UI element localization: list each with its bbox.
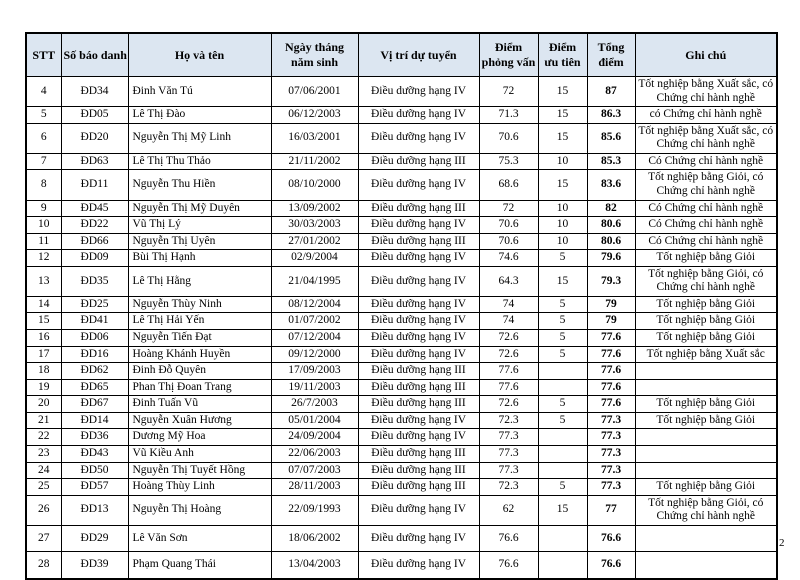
cell-note: Tốt nghiệp bằng Xuất sắc [635,346,777,363]
cell-stt: 5 [26,107,61,124]
cell-name: Nguyễn Thị Mỹ Linh [128,123,271,153]
column-header-interview: Điểm phỏng vấn [479,33,538,77]
cell-priority: 15 [538,266,587,296]
cell-priority: 10 [538,200,587,217]
cell-dob: 24/09/2004 [271,429,358,446]
column-header-priority: Điểm ưu tiên [538,33,587,77]
cell-note [635,379,777,396]
cell-position: Điều dưỡng hạng III [358,233,479,250]
cell-interview: 72.3 [479,479,538,496]
cell-total: 77.6 [587,396,635,413]
cell-stt: 18 [26,363,61,380]
table-row [26,77,777,107]
cell-position: Điều dưỡng hạng IV [358,495,479,525]
cell-stt: 14 [26,296,61,313]
cell-priority: 15 [538,123,587,153]
cell-name: Nguyễn Thị Hoàng [128,495,271,525]
column-header-note: Ghi chú [635,33,777,77]
cell-dob: 28/11/2003 [271,479,358,496]
cell-stt: 16 [26,330,61,347]
cell-note: Có Chứng chỉ hành nghề [635,217,777,234]
cell-sbd: ĐD14 [61,412,128,429]
table-row [26,495,777,525]
cell-name: Lê Thị Đào [128,107,271,124]
cell-priority [538,379,587,396]
cell-sbd: ĐD36 [61,429,128,446]
cell-position: Điều dưỡng hạng III [358,396,479,413]
cell-name: Lê Thị Thu Thảo [128,153,271,170]
cell-total: 79.3 [587,266,635,296]
cell-note: Tốt nghiệp bằng Giỏi [635,479,777,496]
cell-stt: 11 [26,233,61,250]
cell-note [635,552,777,579]
table-row [26,346,777,363]
cell-interview: 74 [479,313,538,330]
cell-stt: 6 [26,123,61,153]
cell-dob: 07/06/2001 [271,77,358,107]
column-header-dob: Ngày tháng năm sinh [271,33,358,77]
cell-name: Phạm Quang Thái [128,552,271,579]
cell-sbd: ĐD22 [61,217,128,234]
cell-dob: 17/09/2003 [271,363,358,380]
cell-sbd: ĐD43 [61,445,128,462]
column-header-sbd: Số báo danh [61,33,128,77]
cell-stt: 10 [26,217,61,234]
cell-priority: 15 [538,170,587,200]
cell-name: Lê Thị Hải Yến [128,313,271,330]
cell-note [635,445,777,462]
cell-priority [538,429,587,446]
table-header [26,33,777,77]
cell-name: Đinh Tuấn Vũ [128,396,271,413]
cell-priority [538,525,587,552]
cell-sbd: ĐD06 [61,330,128,347]
cell-interview: 71.3 [479,107,538,124]
cell-name: Đinh Văn Tú [128,77,271,107]
cell-sbd: ĐD13 [61,495,128,525]
table-row [26,379,777,396]
cell-note: Tốt nghiệp bằng Giỏi [635,250,777,267]
cell-note: có Chứng chỉ hành nghề [635,107,777,124]
cell-note [635,363,777,380]
cell-sbd: ĐD09 [61,250,128,267]
cell-priority: 10 [538,217,587,234]
column-header-name: Họ và tên [128,33,271,77]
cell-position: Điều dưỡng hạng IV [358,429,479,446]
cell-priority: 5 [538,250,587,267]
cell-dob: 02/9/2004 [271,250,358,267]
cell-total: 82 [587,200,635,217]
cell-dob: 27/01/2002 [271,233,358,250]
cell-position: Điều dưỡng hạng III [358,462,479,479]
cell-interview: 77.6 [479,379,538,396]
table-row [26,170,777,200]
cell-priority: 5 [538,412,587,429]
cell-interview: 75.3 [479,153,538,170]
cell-stt: 22 [26,429,61,446]
cell-dob: 22/06/2003 [271,445,358,462]
cell-stt: 19 [26,379,61,396]
cell-sbd: ĐD63 [61,153,128,170]
cell-note: Có Chứng chỉ hành nghề [635,200,777,217]
table-row [26,217,777,234]
cell-note: Tốt nghiệp bằng Giỏi, có Chứng chỉ hành nghề [635,495,777,525]
cell-dob: 22/09/1993 [271,495,358,525]
cell-sbd: ĐD16 [61,346,128,363]
table-row [26,123,777,153]
column-header-position: Vị trí dự tuyển [358,33,479,77]
table-row [26,525,777,552]
cell-position: Điều dưỡng hạng III [358,200,479,217]
cell-interview: 72.6 [479,346,538,363]
cell-total: 76.6 [587,552,635,579]
table-row [26,330,777,347]
cell-stt: 28 [26,552,61,579]
cell-priority: 15 [538,495,587,525]
cell-position: Điều dưỡng hạng IV [358,266,479,296]
cell-sbd: ĐD20 [61,123,128,153]
cell-priority: 5 [538,330,587,347]
table-row [26,250,777,267]
cell-interview: 76.6 [479,525,538,552]
cell-dob: 09/12/2000 [271,346,358,363]
cell-interview: 72.6 [479,396,538,413]
cell-stt: 21 [26,412,61,429]
cell-total: 76.6 [587,525,635,552]
cell-stt: 20 [26,396,61,413]
cell-name: Nguyễn Thị Tuyết Hồng [128,462,271,479]
table-row [26,396,777,413]
cell-total: 80.6 [587,233,635,250]
cell-total: 77.6 [587,379,635,396]
cell-stt: 17 [26,346,61,363]
cell-position: Điều dưỡng hạng III [358,479,479,496]
cell-name: Hoàng Thùy Linh [128,479,271,496]
cell-position: Điều dưỡng hạng IV [358,552,479,579]
cell-name: Nguyễn Tiến Đạt [128,330,271,347]
table-row [26,266,777,296]
cell-name: Dương Mỹ Hoa [128,429,271,446]
cell-stt: 12 [26,250,61,267]
cell-note: Tốt nghiệp bằng Giỏi [635,396,777,413]
cell-sbd: ĐD66 [61,233,128,250]
cell-interview: 72 [479,200,538,217]
cell-interview: 77.3 [479,445,538,462]
cell-dob: 06/12/2003 [271,107,358,124]
table-row [26,363,777,380]
cell-total: 77.3 [587,445,635,462]
table-row [26,445,777,462]
cell-dob: 16/03/2001 [271,123,358,153]
table-row [26,200,777,217]
cell-sbd: ĐD62 [61,363,128,380]
cell-interview: 74 [479,296,538,313]
cell-total: 77 [587,495,635,525]
cell-position: Điều dưỡng hạng IV [358,107,479,124]
cell-interview: 70.6 [479,123,538,153]
cell-name: Đinh Đỗ Quyên [128,363,271,380]
cell-dob: 30/03/2003 [271,217,358,234]
cell-total: 77.3 [587,462,635,479]
cell-total: 77.3 [587,429,635,446]
cell-interview: 72 [479,77,538,107]
cell-note: Tốt nghiệp bằng Xuất sắc, có Chứng chỉ hành nghề [635,123,777,153]
cell-priority [538,462,587,479]
cell-total: 77.6 [587,363,635,380]
cell-stt: 23 [26,445,61,462]
cell-note: Tốt nghiệp bằng Giỏi, có Chứng chỉ hành nghề [635,266,777,296]
cell-sbd: ĐD67 [61,396,128,413]
cell-name: Nguyễn Thùy Ninh [128,296,271,313]
cell-priority: 10 [538,153,587,170]
cell-priority: 10 [538,233,587,250]
cell-name: Vũ Kiều Anh [128,445,271,462]
table-row [26,313,777,330]
cell-name: Nguyễn Thị Mỹ Duyên [128,200,271,217]
cell-position: Điều dưỡng hạng IV [358,170,479,200]
cell-name: Bùi Thị Hạnh [128,250,271,267]
cell-name: Hoàng Khánh Huyền [128,346,271,363]
cell-stt: 13 [26,266,61,296]
cell-stt: 7 [26,153,61,170]
cell-name: Phan Thị Đoan Trang [128,379,271,396]
cell-sbd: ĐD25 [61,296,128,313]
cell-total: 77.3 [587,479,635,496]
cell-sbd: ĐD34 [61,77,128,107]
table-row [26,107,777,124]
cell-note: Có Chứng chỉ hành nghề [635,233,777,250]
cell-stt: 8 [26,170,61,200]
cell-position: Điều dưỡng hạng III [358,445,479,462]
cell-priority [538,552,587,579]
cell-interview: 64.3 [479,266,538,296]
cell-note: Tốt nghiệp bằng Xuất sắc, có Chứng chỉ hành nghề [635,77,777,107]
cell-position: Điều dưỡng hạng III [358,153,479,170]
cell-interview: 72.3 [479,412,538,429]
cell-sbd: ĐD57 [61,479,128,496]
cell-note: Tốt nghiệp bằng Giỏi [635,412,777,429]
cell-position: Điều dưỡng hạng III [358,379,479,396]
cell-sbd: ĐD39 [61,552,128,579]
cell-sbd: ĐD11 [61,170,128,200]
page-number: 2 [779,537,785,549]
cell-total: 77.6 [587,346,635,363]
cell-sbd: ĐD65 [61,379,128,396]
cell-sbd: ĐD29 [61,525,128,552]
cell-total: 85.6 [587,123,635,153]
cell-dob: 08/10/2000 [271,170,358,200]
cell-sbd: ĐD45 [61,200,128,217]
cell-note [635,462,777,479]
cell-priority: 15 [538,107,587,124]
cell-stt: 27 [26,525,61,552]
cell-dob: 07/07/2003 [271,462,358,479]
cell-dob: 07/12/2004 [271,330,358,347]
cell-sbd: ĐD50 [61,462,128,479]
table-body [26,77,777,579]
cell-sbd: ĐD05 [61,107,128,124]
column-header-stt: STT [26,33,61,77]
column-header-total: Tổng điểm [587,33,635,77]
table-row [26,552,777,579]
cell-priority [538,445,587,462]
cell-note: Tốt nghiệp bằng Giỏi [635,330,777,347]
cell-dob: 21/11/2002 [271,153,358,170]
cell-stt: 26 [26,495,61,525]
cell-position: Điều dưỡng hạng IV [358,313,479,330]
cell-name: Nguyễn Thu Hiền [128,170,271,200]
cell-position: Điều dưỡng hạng IV [358,77,479,107]
cell-position: Điều dưỡng hạng IV [358,346,479,363]
table-row [26,462,777,479]
cell-name: Lê Văn Sơn [128,525,271,552]
cell-stt: 24 [26,462,61,479]
cell-dob: 13/09/2002 [271,200,358,217]
cell-stt: 4 [26,77,61,107]
cell-position: Điều dưỡng hạng IV [358,412,479,429]
header-row [26,33,777,77]
cell-interview: 72.6 [479,330,538,347]
cell-priority: 15 [538,77,587,107]
cell-total: 85.3 [587,153,635,170]
table-row [26,479,777,496]
cell-stt: 25 [26,479,61,496]
cell-total: 80.6 [587,217,635,234]
cell-note: Có Chứng chỉ hành nghề [635,153,777,170]
cell-total: 79.6 [587,250,635,267]
cell-stt: 9 [26,200,61,217]
cell-note: Tốt nghiệp bằng Giỏi [635,313,777,330]
cell-note [635,525,777,552]
cell-interview: 76.6 [479,552,538,579]
cell-total: 79 [587,313,635,330]
cell-position: Điều dưỡng hạng IV [358,217,479,234]
cell-dob: 01/07/2002 [271,313,358,330]
cell-priority: 5 [538,479,587,496]
cell-dob: 13/04/2003 [271,552,358,579]
cell-priority: 5 [538,346,587,363]
cell-note: Tốt nghiệp bằng Giỏi [635,296,777,313]
cell-interview: 68.6 [479,170,538,200]
cell-position: Điều dưỡng hạng IV [358,250,479,267]
table-row [26,233,777,250]
cell-name: Vũ Thị Lý [128,217,271,234]
cell-note [635,429,777,446]
cell-interview: 77.3 [479,429,538,446]
cell-name: Lê Thị Hằng [128,266,271,296]
cell-total: 86.3 [587,107,635,124]
cell-interview: 77.6 [479,363,538,380]
table-row [26,429,777,446]
cell-priority: 5 [538,313,587,330]
cell-position: Điều dưỡng hạng IV [358,525,479,552]
cell-dob: 21/04/1995 [271,266,358,296]
cell-dob: 08/12/2004 [271,296,358,313]
cell-interview: 62 [479,495,538,525]
cell-sbd: ĐD35 [61,266,128,296]
cell-interview: 77.3 [479,462,538,479]
cell-dob: 05/01/2004 [271,412,358,429]
table-row [26,296,777,313]
cell-position: Điều dưỡng hạng IV [358,330,479,347]
cell-interview: 70.6 [479,233,538,250]
cell-sbd: ĐD41 [61,313,128,330]
cell-total: 79 [587,296,635,313]
cell-priority: 5 [538,396,587,413]
table-row [26,412,777,429]
cell-position: Điều dưỡng hạng III [358,363,479,380]
cell-interview: 70.6 [479,217,538,234]
cell-name: Nguyễn Thị Uyên [128,233,271,250]
cell-total: 77.6 [587,330,635,347]
cell-note: Tốt nghiệp bằng Giỏi, có Chứng chỉ hành nghề [635,170,777,200]
cell-priority: 5 [538,296,587,313]
cell-name: Nguyễn Xuân Hương [128,412,271,429]
cell-position: Điều dưỡng hạng IV [358,296,479,313]
cell-dob: 18/06/2002 [271,525,358,552]
cell-dob: 26/7/2003 [271,396,358,413]
cell-total: 77.3 [587,412,635,429]
cell-total: 83.6 [587,170,635,200]
results-table [25,32,778,580]
cell-stt: 15 [26,313,61,330]
cell-dob: 19/11/2003 [271,379,358,396]
table-row [26,153,777,170]
cell-interview: 74.6 [479,250,538,267]
cell-priority [538,363,587,380]
cell-total: 87 [587,77,635,107]
cell-position: Điều dưỡng hạng IV [358,123,479,153]
